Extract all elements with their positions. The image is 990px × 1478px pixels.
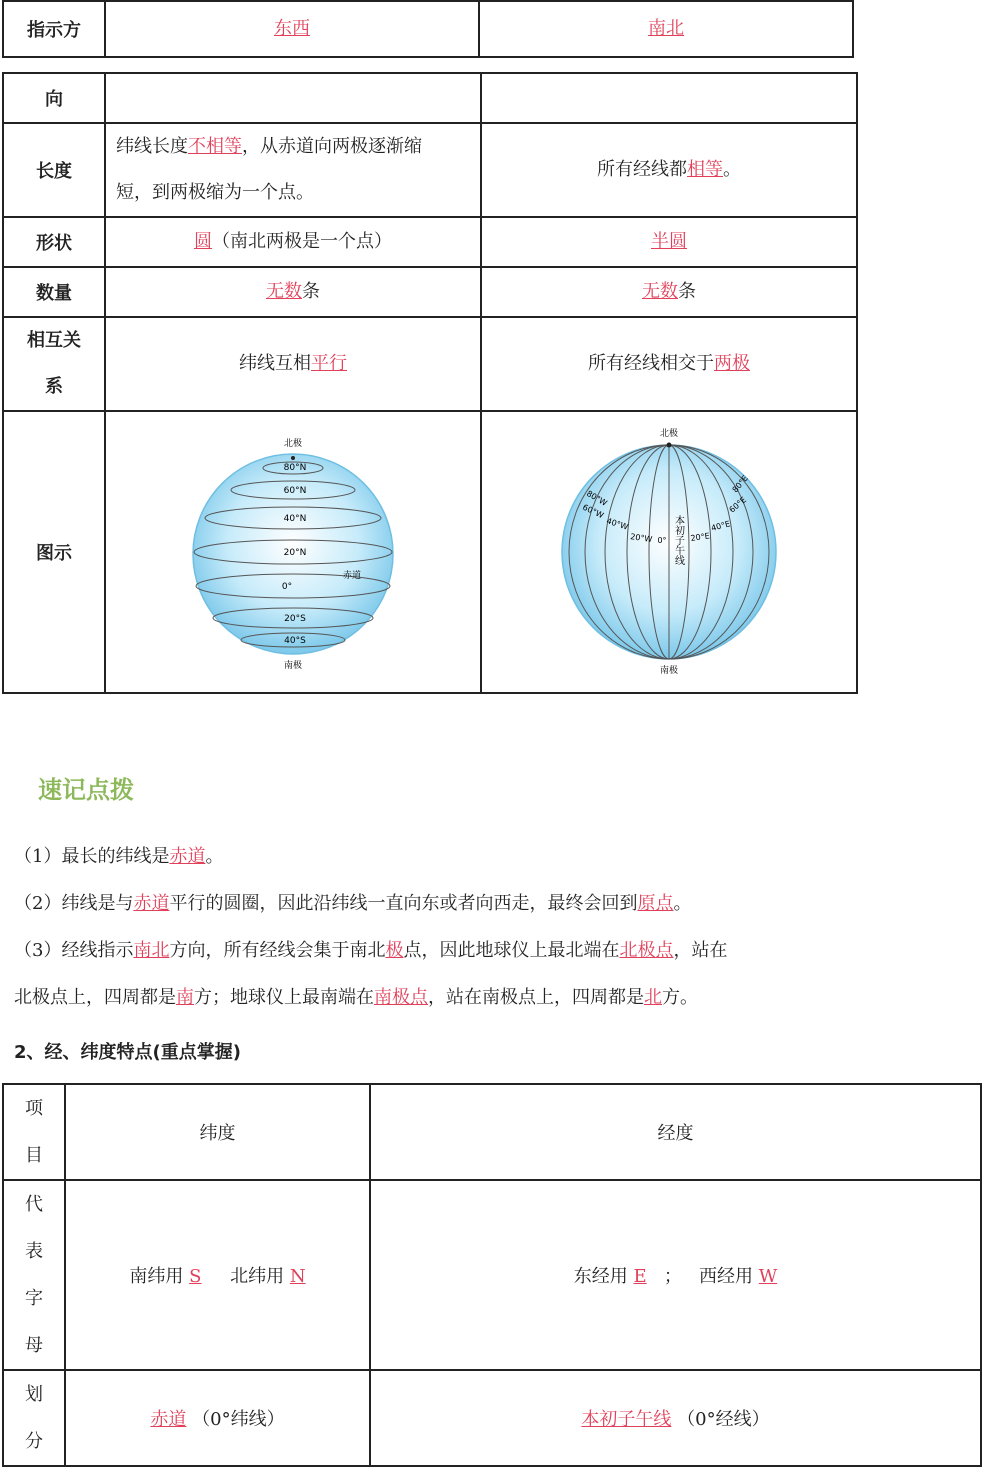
lat-count: 无数条 xyxy=(105,267,481,317)
label-count: 数量 xyxy=(3,267,105,317)
figure-latitude xyxy=(105,411,481,693)
tip-2: （2）纬线是与赤道平行的圆圈，因此沿纬线一直向东或者向西走，最终会回到原点。 xyxy=(14,893,692,914)
lon-west-label: 80°W xyxy=(585,488,609,508)
lon-direction xyxy=(479,1,853,57)
lon-relation: 所有经线相交于两极 xyxy=(481,317,857,411)
label-shape: 形状 xyxy=(3,217,105,267)
answer-lat-relation: 平行 xyxy=(311,353,347,374)
label-divide: 划 分 xyxy=(3,1370,65,1466)
lon-west-label: 40°W xyxy=(605,516,630,532)
lat-length: 纬线长度不相等，从赤道向两极逐渐缩 短，到两极缩为一个点。 xyxy=(105,123,481,217)
lat-label: 0° xyxy=(281,582,293,592)
label-figure: 图示 xyxy=(3,411,105,693)
lat-relation: 纬线互相平行 xyxy=(105,317,481,411)
tip-3: （3）经线指示南北方向，所有经线会集于南北极点，因此地球仪上最北端在北极点，站在 xyxy=(14,940,728,961)
label-direction: 指示方 xyxy=(3,1,105,57)
lat-divide: 赤道 （0°纬线） xyxy=(65,1370,370,1466)
answer-lon-shape: 半圆 xyxy=(651,231,687,252)
answer-lon-relation: 两极 xyxy=(714,353,750,374)
lon-east-label: 80°E xyxy=(730,473,750,495)
lon-zero-label: 0° xyxy=(657,536,667,545)
answer-lon-direction: 南北 xyxy=(648,18,684,39)
south-pole-label: 南极 xyxy=(659,666,679,675)
lon-shape xyxy=(481,217,857,267)
table-lat-lon-features xyxy=(2,1083,982,1467)
header-longitude: 经度 xyxy=(370,1084,981,1180)
lat-label: 40°S xyxy=(284,636,306,646)
equator-label: 赤道 xyxy=(343,571,362,581)
figure-longitude xyxy=(481,411,857,693)
lon-east-label: 60°E xyxy=(727,495,749,515)
answer-lat-direction: 东西 xyxy=(274,18,310,39)
north-pole-label: 北极 xyxy=(283,439,303,449)
lat-shape: 圆（南北两极是一个点） xyxy=(105,217,481,267)
prime-meridian-label: 本初子午线 xyxy=(672,515,684,565)
header-latitude: 纬度 xyxy=(65,1084,370,1180)
longitude-globe xyxy=(554,425,784,675)
tips-heading: 速记点拨 xyxy=(38,776,134,804)
lat-label: 40°N xyxy=(283,514,307,524)
lon-east-label: 40°E xyxy=(710,519,732,533)
lat-label: 80°N xyxy=(283,463,307,473)
lon-length: 所有经线都相等。 xyxy=(481,123,857,217)
lat-label: 20°S xyxy=(284,614,306,624)
label-length: 长度 xyxy=(3,123,105,217)
north-pole-label: 北极 xyxy=(659,429,679,439)
lat-letters: 南纬用 S 北纬用 N xyxy=(65,1180,370,1370)
answer-lon-length: 相等 xyxy=(687,159,723,180)
lon-west-label: 60°W xyxy=(581,502,605,521)
answer-lat-count: 无数 xyxy=(266,281,302,302)
lon-count: 无数条 xyxy=(481,267,857,317)
lat-direction xyxy=(105,1,479,57)
answer-lat-shape: 圆 xyxy=(194,231,212,252)
latitude-globe xyxy=(183,430,403,670)
label-letters: 代 表 字 母 xyxy=(3,1180,65,1370)
lon-letters: 东经用 E ； 西经用 W xyxy=(370,1180,981,1370)
tip-4: 北极点上，四周都是南方；地球仪上最南端在南极点，站在南极点上，四周都是北方。 xyxy=(14,987,698,1008)
lat-label: 60°N xyxy=(283,486,307,496)
label-direction-cont: 向 xyxy=(3,73,105,123)
answer-lon-count: 无数 xyxy=(642,281,678,302)
table-characteristics xyxy=(2,72,858,694)
lon-divide: 本初子午线 （0°经线） xyxy=(370,1370,981,1466)
south-pole-label: 南极 xyxy=(283,661,303,670)
tip-1: （1）最长的纬线是赤道。 xyxy=(14,846,224,867)
answer-lat-length: 不相等 xyxy=(188,136,242,157)
label-relation: 相互关 系 xyxy=(3,317,105,411)
lat-label: 20°N xyxy=(283,548,307,558)
table-characteristics-top xyxy=(2,0,854,58)
section-2-title: 2、经、纬度特点(重点掌握) xyxy=(14,1042,241,1063)
lon-east-label: 20°E xyxy=(690,531,711,543)
lon-west-label: 20°W xyxy=(629,532,653,545)
header-item: 项 目 xyxy=(3,1084,65,1180)
